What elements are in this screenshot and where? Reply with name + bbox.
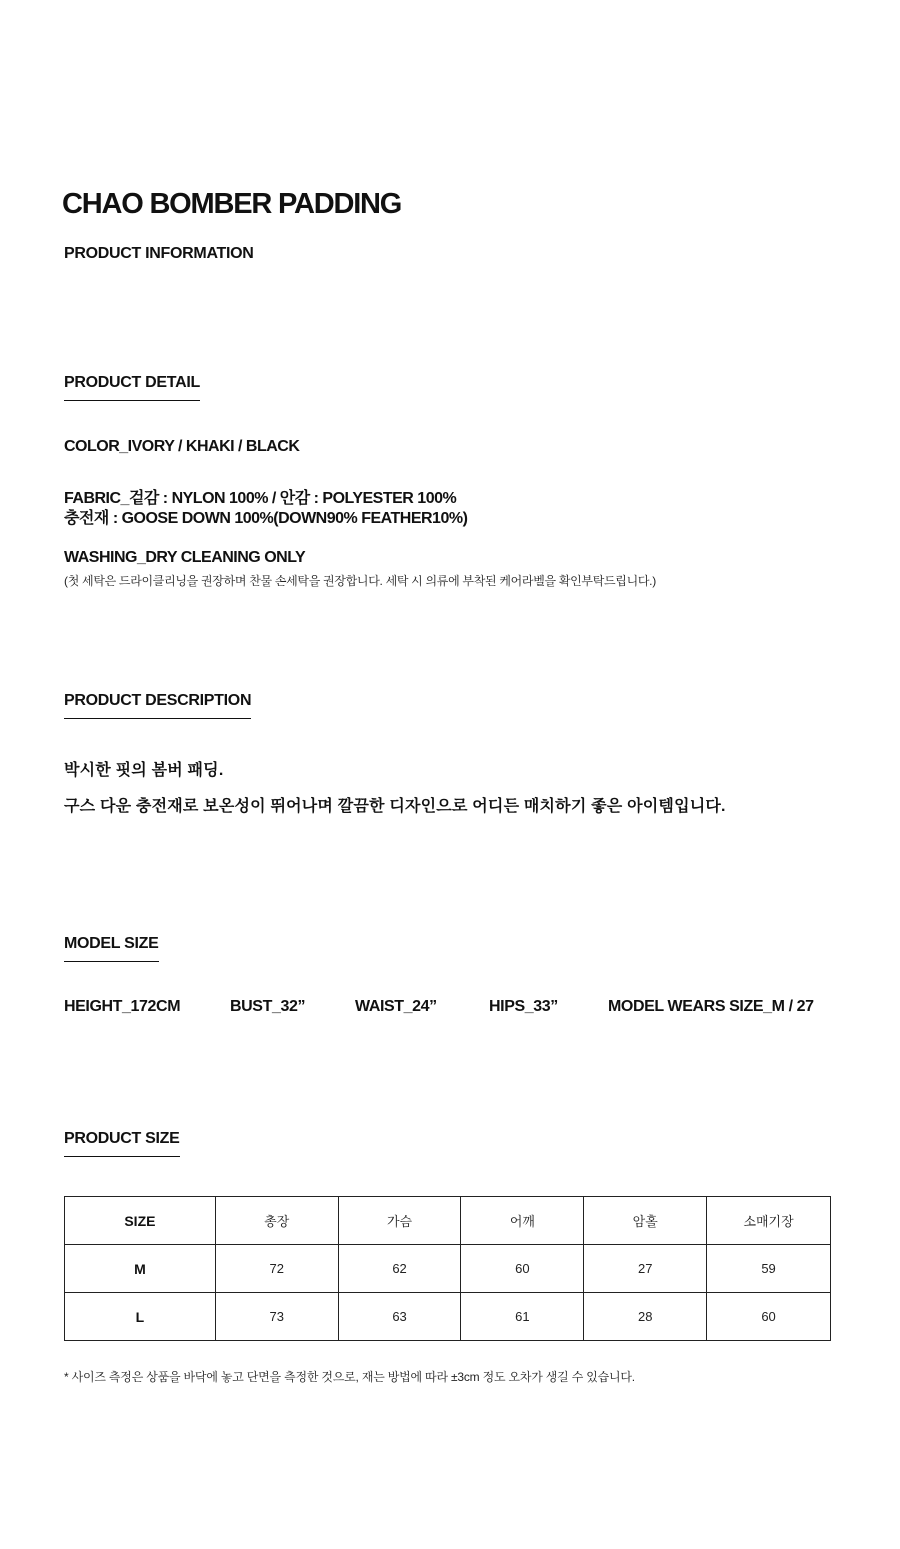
table-row (65, 1245, 831, 1293)
header-armhole: 암홀 (584, 1197, 707, 1245)
product-size-heading: PRODUCT SIZE (64, 1130, 180, 1157)
header-shoulder: 어깨 (461, 1197, 584, 1245)
model-size-heading: MODEL SIZE (64, 935, 159, 962)
product-information-heading: PRODUCT INFORMATION (64, 245, 254, 262)
cell-shoulder: 60 (461, 1245, 584, 1293)
cell-sleeve-length: 59 (707, 1245, 831, 1293)
cell-chest: 63 (338, 1293, 461, 1341)
color-line: COLOR_IVORY / KHAKI / BLACK (64, 438, 300, 455)
fabric-line: FABRIC_겉감 : NYLON 100% / 안감 : POLYESTER 100% (64, 490, 457, 507)
model-wears-size: MODEL WEARS SIZE_M / 27 (608, 998, 814, 1015)
cell-armhole: 28 (584, 1293, 707, 1341)
table-row (65, 1293, 831, 1341)
product-detail-heading: PRODUCT DETAIL (64, 374, 200, 401)
filling-line: 충전재 : GOOSE DOWN 100%(DOWN90% FEATHER10%) (64, 510, 468, 527)
model-waist: WAIST_24” (355, 998, 437, 1015)
product-title: CHAO BOMBER PADDING (62, 188, 402, 220)
header-sleeve-length: 소매기장 (707, 1197, 831, 1245)
model-bust: BUST_32” (230, 998, 306, 1015)
cell-shoulder: 61 (461, 1293, 584, 1341)
cell-total-length: 72 (215, 1245, 338, 1293)
model-hips: HIPS_33” (489, 998, 558, 1015)
cell-armhole: 27 (584, 1245, 707, 1293)
description-line-1: 박시한 핏의 봄버 패딩. (64, 762, 224, 779)
row-size-label: M (65, 1245, 216, 1293)
washing-line: WASHING_DRY CLEANING ONLY (64, 549, 306, 566)
cell-chest: 62 (338, 1245, 461, 1293)
description-line-2: 구스 다운 충전재로 보온성이 뛰어나며 깔끔한 디자인으로 어디든 매치하기 좋은 아이템입니다. (64, 798, 726, 815)
header-total-length: 총장 (215, 1197, 338, 1245)
model-height: HEIGHT_172CM (64, 998, 181, 1015)
cell-sleeve-length: 60 (707, 1293, 831, 1341)
size-table (64, 1196, 831, 1341)
size-footnote: * 사이즈 측정은 상품을 바닥에 놓고 단면을 측정한 것으로, 재는 방법에 따라 ±3cm 정도 오차가 생길 수 있습니다. (64, 1370, 635, 1384)
product-description-heading: PRODUCT DESCRIPTION (64, 692, 251, 719)
cell-total-length: 73 (215, 1293, 338, 1341)
washing-note: (첫 세탁은 드라이클리닝을 권장하며 찬물 손세탁을 권장합니다. 세탁 시 의류에 부착된 케어라벨을 확인부탁드립니다.) (64, 574, 656, 588)
header-chest: 가슴 (338, 1197, 461, 1245)
size-table-header-row (65, 1197, 831, 1245)
header-size: SIZE (65, 1197, 216, 1245)
row-size-label: L (65, 1293, 216, 1341)
